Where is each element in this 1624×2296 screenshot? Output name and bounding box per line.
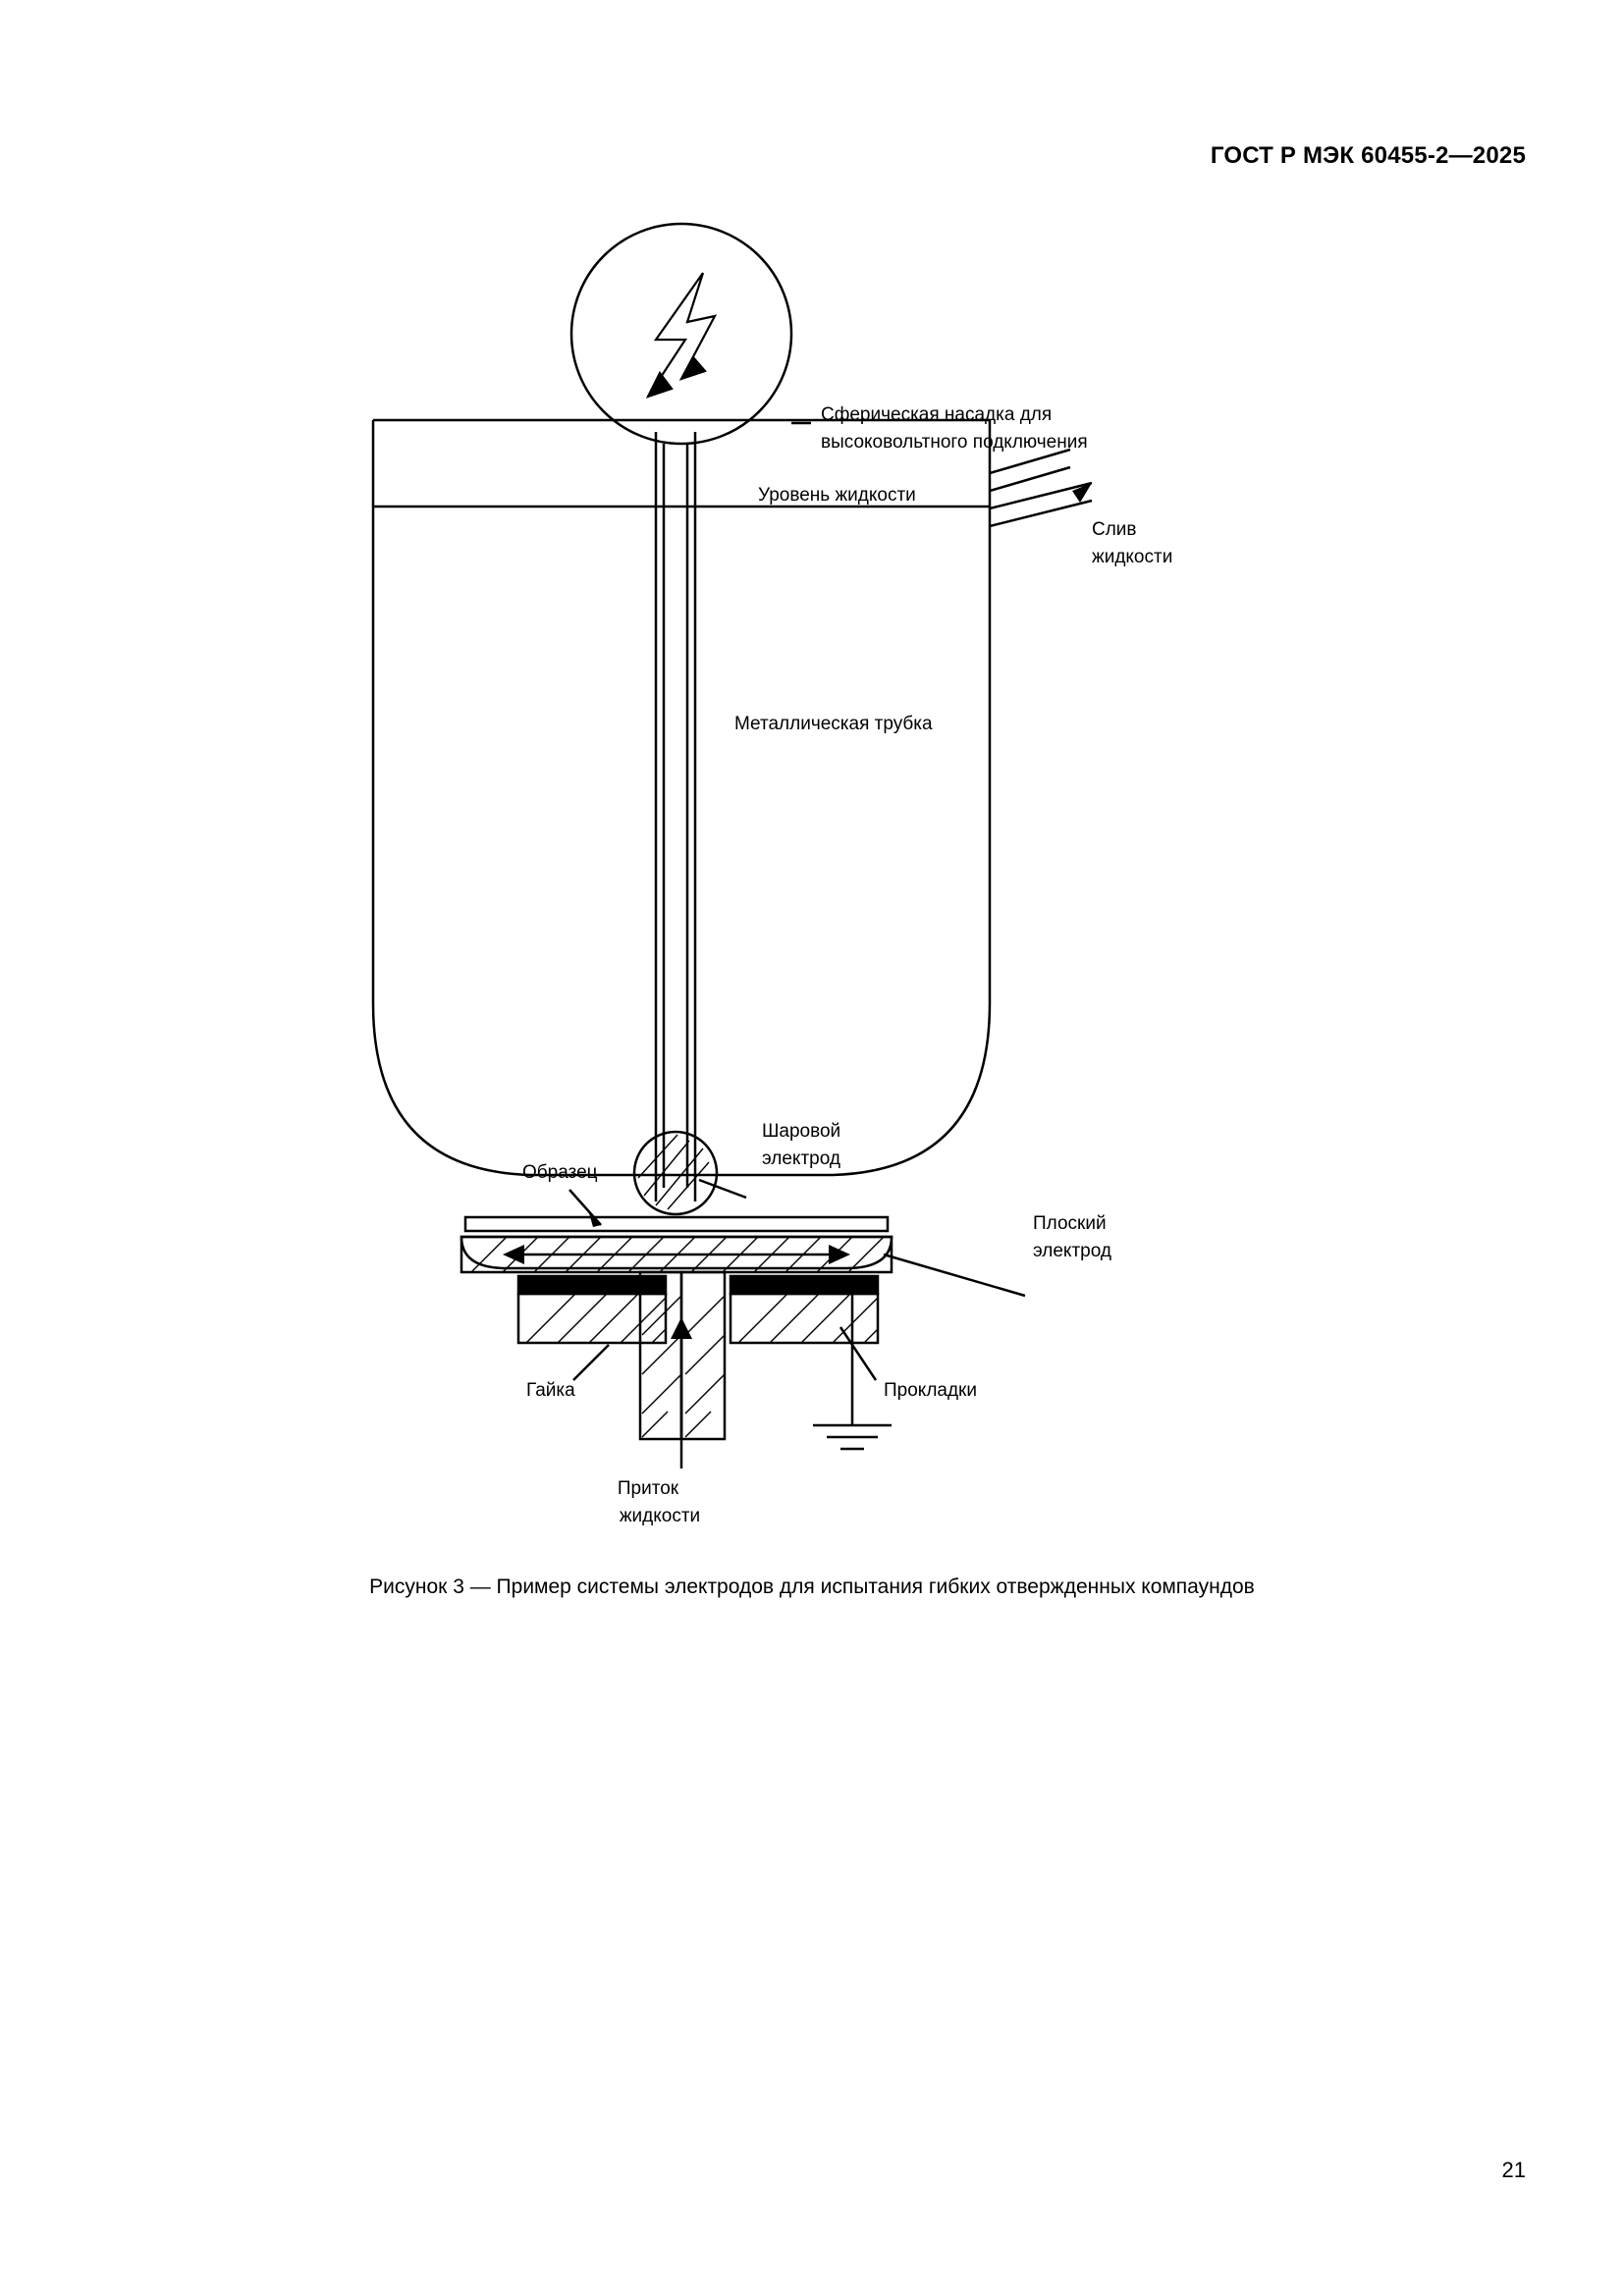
label-drain-line2: жидкости [1092, 547, 1173, 567]
label-metal-tube: Металлическая трубка [734, 714, 933, 734]
leader-gaskets [840, 1327, 876, 1380]
flat-electrode-block [461, 1237, 892, 1268]
inflow-stem-hatch [642, 1296, 725, 1437]
ball-electrode-hatch [638, 1135, 709, 1209]
leader-nut [573, 1345, 609, 1380]
figure-3 [0, 196, 1624, 1590]
ball-electrode [634, 1132, 717, 1214]
label-sphere-cap-line2: высоковольтного подключения [821, 432, 1088, 453]
label-liquid-level: Уровень жидкости [758, 485, 916, 506]
page-header-standard: ГОСТ Р МЭК 60455-2—2025 [1210, 142, 1526, 169]
nut-left [518, 1294, 666, 1343]
gasket-right [731, 1276, 878, 1294]
figure-caption: Рисунок 3 — Пример системы электродов для испытания гибких отвержденных компаундов [369, 1575, 1255, 1598]
label-inflow-line2: жидкости [619, 1506, 701, 1526]
electrode-system-diagram [0, 196, 1624, 1590]
ground-symbol-icon [813, 1294, 892, 1449]
leader-sample [569, 1190, 601, 1225]
nut-right [731, 1294, 878, 1343]
sphere-cap-circle [571, 224, 791, 444]
sample-bar [465, 1217, 888, 1231]
gasket-left [518, 1276, 666, 1294]
leader-ball-electrode [699, 1180, 746, 1198]
label-ball-electrode-line1: Шаровой [762, 1121, 841, 1142]
label-ball-electrode-line2: электрод [762, 1148, 840, 1169]
leader-sample-dot [589, 1213, 601, 1227]
lightning-bolt-icon [648, 273, 715, 397]
vessel-outline [373, 420, 990, 1175]
label-gaskets: Прокладки [884, 1380, 977, 1401]
inflow-arrow [671, 1317, 692, 1441]
label-drain-line1: Слив [1092, 519, 1137, 540]
electrode-width-arrow [503, 1245, 850, 1264]
label-flat-electrode-line1: Плоский [1033, 1213, 1107, 1234]
label-sphere-cap-line1: Сферическая насадка для [821, 404, 1053, 425]
label-nut: Гайка [526, 1380, 575, 1401]
label-sample: Образец [522, 1162, 598, 1183]
page-number: 21 [1501, 2158, 1526, 2182]
leader-flat-electrode [884, 1255, 1025, 1296]
label-flat-electrode-line2: электрод [1033, 1241, 1111, 1261]
label-inflow-line1: Приток [617, 1478, 679, 1499]
inflow-stem-right [681, 1272, 725, 1439]
